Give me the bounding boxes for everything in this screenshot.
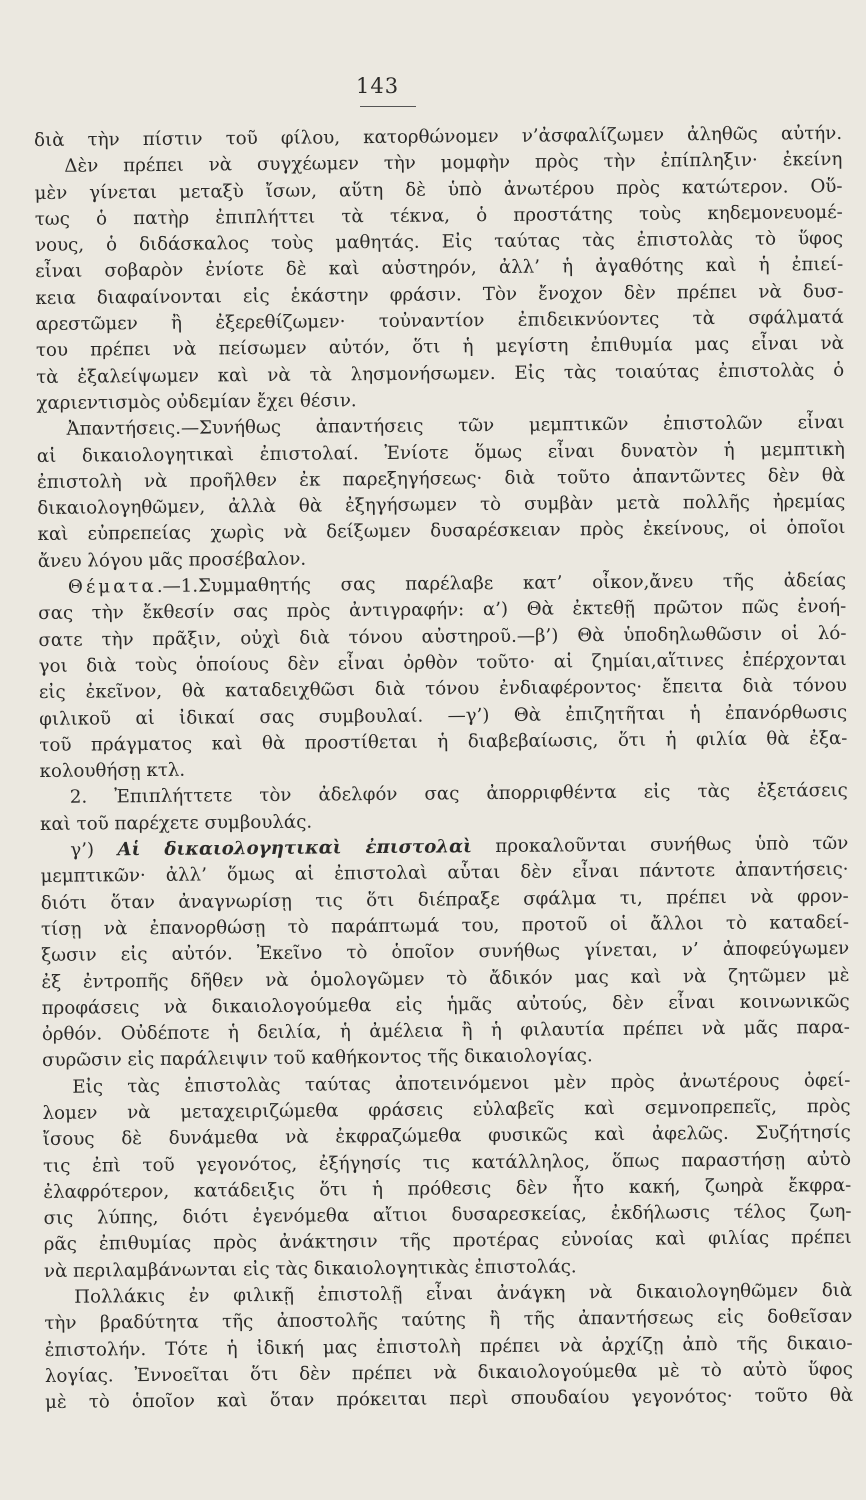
text-line: νὰ περιλαμβάνωνται εἰς τὰς δικαιολογητικὰς ἐπιστολάς. [43, 1256, 577, 1282]
text-line: τὰ ἐξαλείψωμεν καὶ νὰ τὰ λησμονήσωμεν. Εἰς τὰς τοιαύτας ἐπιστολὰς ὁ [36, 359, 845, 388]
text-line: ἐπιστολήν. Τότε ἡ ἰδική μας ἐπιστολὴ πρέπει νὰ ἀρχίζῃ ἀπὸ τῆς δικαιο- [44, 1332, 853, 1361]
text-line: τοῦ πράγματος καὶ θὰ προστίθεται ἡ διαβεβαίωσις, ὅτι ἡ φιλία θὰ ἐξα- [39, 727, 848, 756]
themata-label: Θέματα [67, 575, 157, 598]
text-line: αρεστῶμεν ἢ ἐξερεθίζωμεν· τοὐναντίον ἐπιδεικνύοντες τὰ σφάλματά [35, 307, 844, 336]
text-line: του πρέπει νὰ πείσωμεν αὐτόν, ὅτι ἡ μεγίστη ἐπιθυμία μας εἶναι νὰ [35, 333, 845, 362]
text-line: καὶ τοῦ παρέχετε συμβουλάς. [39, 811, 313, 835]
body-text [34, 121, 853, 1417]
text-line: σας τὴν ἔκθεσίν σας πρὸς ἀντιγραφήν: α’) Θὰ ἐκτεθῇ πρῶτον πῶς ἐνοή- [38, 596, 847, 625]
text-line: καὶ εὐπρεπείας χωρὶς νὰ δείξωμεν δυσαρέσκειαν πρὸς ἐκείνους, οἱ ὁποῖοι [37, 517, 846, 546]
text-line: λομεν νὰ μεταχειριζώμεθα φράσεις εὐλαβεῖς καὶ σεμνοπρεπεῖς, πρὸς [42, 1095, 851, 1124]
text-line: Πολλάκις ἐν φιλικῇ ἐπιστολῇ εἶναι ἀνάγκη νὰ δικαιολογηθῶμεν διὰ [74, 1279, 853, 1308]
text-line: κεια διαφαίνονται εἰς ἑκάστην φράσιν. Τὸν ἔνοχον δὲν πρέπει νὰ δυσ- [35, 280, 844, 309]
section-title: Αἱ δικαιολογητικαὶ ἐπιστολαὶ [117, 836, 473, 861]
text-line: τις ἐπὶ τοῦ γεγονότος, ἐξήγησίς τις κατάλληλος, ὅπως παραστήσῃ αὐτὸ [42, 1148, 852, 1177]
text-line: γοι διὰ τοὺς ὁποίους δὲν εἶναι ὀρθὸν τοῦτο· αἱ ζημίαι,αἵτινες ἐπέρχονται [38, 648, 847, 677]
text-line: 2. Ἐπιπλήττετε τὸν ἀδελφόν σας ἀπορριφθέντα εἰς τὰς ἐξετάσεις [69, 780, 848, 809]
text-line: ἐπιστολὴ νὰ προῆλθεν ἐκ παρεξηγήσεως· διὰ τοῦτο ἀπαντῶντες δὲν θὰ [37, 464, 846, 493]
text-line: εἶναι σοβαρὸν ἐνίοτε δὲ καὶ αὐστηρόν, ἀλλ’ ἡ ἀγαθότης καὶ ἡ ἐπιεί- [35, 254, 844, 283]
text-line: ξωσιν εἰς αὐτόν. Ἐκεῖνο τὸ ὁποῖον συνήθως γίνεται, ν’ ἀποφεύγωμεν [41, 938, 850, 967]
text-line: προφάσεις νὰ δικαιολογούμεθα εἰς ἡμᾶς αὐτούς, δὲν εἶναι κοινωνικῶς [41, 990, 850, 1019]
text-line: λογίας. Ἐννοεῖται ὅτι δὲν πρέπει νὰ δικαιολογούμεθα μὲ τὸ αὐτὸ ὕφος [44, 1358, 853, 1387]
themata-rest: .—1.Συμμαθητής σας παρέλαβε κατ’ οἶκον,ἄνευ τῆς ἀδείας [156, 569, 847, 597]
text-line: τως ὁ πατὴρ ἐπιπλήττει τὰ τέκνα, ὁ προστάτης τοὺς κηδεμονευομέ- [34, 201, 843, 230]
text-line: μεμπτικῶν· ἀλλ’ ὅμως αἱ ἐπιστολαὶ αὗται δὲν εἶναι πάντοτε ἀπαντήσεις· [40, 859, 849, 888]
text-line: τὴν βραδύτητα τῆς ἀποστολῆς ταύτης ἢ τῆς ἀπαντήσεως εἰς δοθεῖσαν [44, 1306, 853, 1335]
text-line: ἄνευ λόγου μᾶς προσέβαλον. [37, 548, 307, 572]
section-label: γ’) [70, 839, 95, 861]
text-line: κολουθήσῃ κτλ. [39, 759, 186, 783]
text-line: ἐξ ἐντροπῆς δῆθεν νὰ ὁμολογῶμεν τὸ ἄδικόν μας καὶ νὰ ζητῶμεν μὲ [41, 964, 850, 993]
text-line: μὲ τὸ ὁποῖον καὶ ὅταν πρόκειται περὶ σπουδαίου γεγονότος· τοῦτο θὰ [45, 1385, 854, 1414]
text-line: διότι ὅταν ἀναγνωρίσῃ τις ὅτι διέπραξε σφάλμα τι, πρέπει νὰ φρον- [40, 885, 849, 914]
text-line: ρᾶς ἐπιθυμίας πρὸς ἀνάκτησιν τῆς προτέρας εὐνοίας καὶ φιλίας πρέπει [43, 1227, 852, 1256]
text-line: χαριεντισμὸς οὐδεμίαν ἔχει θέσιν. [36, 390, 357, 414]
text-line: ὀρθόν. Οὐδέποτε ἡ δειλία, ἡ ἀμέλεια ἢ ἡ φιλαυτία πρέπει νὰ μᾶς παρα- [41, 1017, 850, 1046]
text-line: τίσῃ νὰ ἐπανορθώσῃ τὸ παράπτωμά του, προτοῦ οἱ ἄλλοι τὸ καταδεί- [40, 911, 850, 940]
text-line: Δὲν πρέπει νὰ συγχέωμεν τὴν μομφὴν πρὸς τὴν ἐπίπληξιν· ἐκείνη [64, 149, 843, 178]
text-line: εἰς ἐκεῖνον, θὰ καταδειχθῶσι διὰ τόνου ἐνδιαφέροντος· ἔπειτα διὰ τόνου [38, 675, 847, 704]
text-line: μὲν γίνεται μεταξὺ ἴσων, αὕτη δὲ ὑπὸ ἀνωτέρου πρὸς κατώτερον. Οὕ- [34, 175, 843, 204]
page-number-rule [360, 106, 416, 107]
text-line: Εἰς τὰς ἐπιστολὰς ταύτας ἀποτεινόμενοι μὲν πρὸς ἀνωτέρους ὀφεί- [72, 1069, 851, 1098]
text-line: ἴσους δὲ δυνάμεθα νὰ ἐκφραζώμεθα φυσικῶς καὶ ἀφελῶς. Συζήτησίς [42, 1122, 851, 1151]
text-line: συρῶσιν εἰς παράλειψιν τοῦ καθήκοντος τῆς δικαιολογίας. [42, 1045, 593, 1072]
text-line: ἐλαφρότερον, κατάδειξις ὅτι ἡ πρόθεσις δὲν ἦτο κακή, ζωηρὰ ἔκφρα- [43, 1174, 852, 1203]
text-line: νους, ὁ διδάσκαλος τοὺς μαθητάς. Εἰς ταύτας τὰς ἐπιστολὰς τὸ ὕφος [34, 228, 844, 257]
text-line: σις λύπης, διότι ἐγενόμεθα αἴτιοι δυσαρεσκείας, ἐκδήλωσις τέλος ζωη- [43, 1201, 852, 1230]
text-line: αἱ δικαιολογητικαὶ ἐπιστολαί. Ἐνίοτε ὅμως εἶναι δυνατὸν ἡ μεμπτικὴ [36, 438, 845, 467]
text-line: φιλικοῦ αἱ ἰδικαί σας συμβουλαί. —γ’) Θὰ ἐπιζητῆται ἡ ἐπανόρθωσις [39, 701, 848, 730]
section-rest: προκαλοῦνται συνήθως ὑπὸ τῶν [471, 832, 849, 858]
text-line: διὰ τὴν πίστιν τοῦ φίλου, κατορθώνομεν ν’ἀσφαλίζωμεν ἀληθῶς αὐτήν. [34, 122, 843, 151]
text-line: δικαιολογηθῶμεν, ἀλλὰ θὰ ἐξηγήσωμεν τὸ συμβὰν μετὰ πολλῆς ἠρεμίας [37, 491, 846, 520]
text-line: σατε τὴν πρᾶξιν, οὐχὶ διὰ τόνου αὐστηροῦ.—β’) Θὰ ὑποδηλωθῶσιν οἱ λό- [38, 622, 847, 651]
text-line: Ἀπαντήσεις.—Συνήθως ἀπαντήσεις τῶν μεμπτικῶν ἐπιστολῶν εἶναι [66, 412, 845, 440]
page-number: 143 [356, 74, 400, 98]
